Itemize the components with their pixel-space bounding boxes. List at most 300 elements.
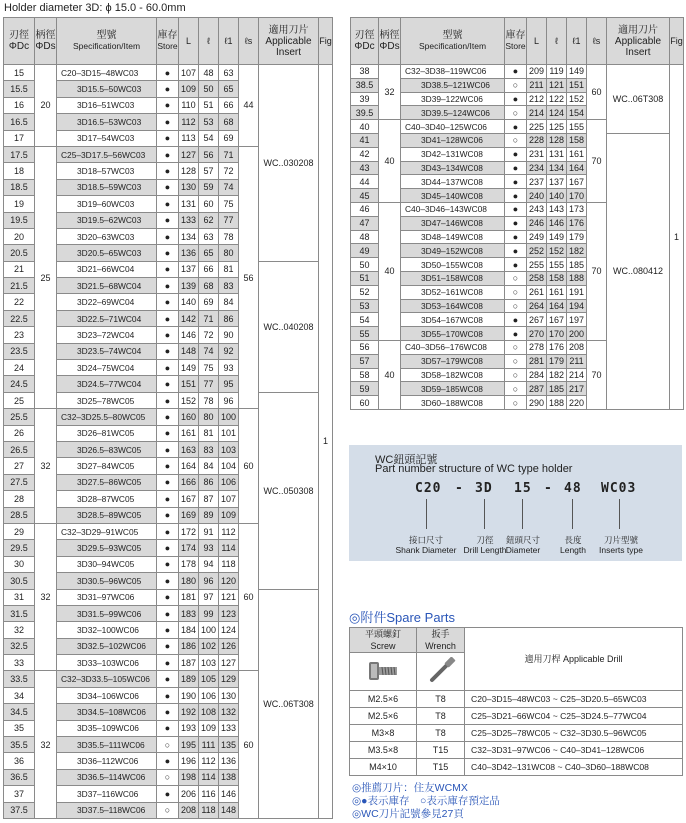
L-cell: 246 <box>527 216 547 230</box>
L-cell: 189 <box>179 671 199 687</box>
l-cell: 152 <box>547 244 567 258</box>
note-recommended-insert: ◎推薦刀片：住友WCMX <box>352 782 468 794</box>
dc-cell: 32 <box>4 622 35 638</box>
dc-cell: 19.5 <box>4 212 35 228</box>
dc-cell: 46 <box>351 202 379 216</box>
fig-cell: 1 <box>319 65 333 819</box>
L-cell: 196 <box>179 753 199 769</box>
dc-cell: 26.5 <box>4 441 35 457</box>
dc-cell: 24.5 <box>4 376 35 392</box>
l-cell: 158 <box>547 271 567 285</box>
dc-cell: 39.5 <box>351 106 379 120</box>
l-cell: 93 <box>199 540 219 556</box>
dc-cell: 40 <box>351 120 379 134</box>
l-cell: 78 <box>199 392 219 408</box>
dc-cell: 36.5 <box>4 769 35 785</box>
l-cell: 71 <box>199 310 219 326</box>
dc-cell: 38 <box>351 65 379 79</box>
screw-cell: M2.5×6 <box>350 691 417 708</box>
stock-status: ● <box>505 202 527 216</box>
stock-status: ● <box>157 278 179 294</box>
drill-cell: C32–3D31–97WC06 ~ C40–3D41–128WC06 <box>465 742 683 759</box>
wc-code-shank: C20 <box>415 481 442 496</box>
L-cell: 183 <box>179 605 199 621</box>
dc-cell: 31 <box>4 589 35 605</box>
stock-status: ○ <box>505 299 527 313</box>
L-cell: 290 <box>527 396 547 410</box>
L-cell: 270 <box>527 327 547 341</box>
l1-cell: 135 <box>219 737 239 753</box>
l1-cell: 92 <box>219 343 239 359</box>
l-cell: 114 <box>199 769 219 785</box>
header-store: 庫存 Store <box>157 18 179 65</box>
model-cell: 3D21–66WC04 <box>57 261 157 277</box>
model-cell: 3D36–112WC06 <box>57 753 157 769</box>
dc-cell: 30.5 <box>4 573 35 589</box>
L-cell: 243 <box>527 202 547 216</box>
dc-cell: 35.5 <box>4 737 35 753</box>
model-cell: 3D53–164WC08 <box>401 299 505 313</box>
ds-cell: 40 <box>379 340 401 409</box>
dc-cell: 24 <box>4 360 35 376</box>
l1-cell: 133 <box>219 720 239 736</box>
l-cell: 128 <box>547 133 567 147</box>
l1-cell: 90 <box>219 327 239 343</box>
dc-cell: 48 <box>351 230 379 244</box>
l-cell: 80 <box>199 409 219 425</box>
l-cell: 72 <box>199 327 219 343</box>
model-cell: 3D22.5–71WC04 <box>57 310 157 326</box>
notes <box>352 782 500 821</box>
L-cell: 174 <box>179 540 199 556</box>
stock-status: ● <box>157 212 179 228</box>
model-cell: C40–3D56–176WC08 <box>401 340 505 354</box>
l-cell: 96 <box>199 573 219 589</box>
l1-cell: 106 <box>219 474 239 490</box>
header-ls: ℓs <box>239 18 259 65</box>
table-row <box>351 133 684 147</box>
L-cell: 127 <box>179 146 199 162</box>
l1-cell: 65 <box>219 81 239 97</box>
l1-cell: 220 <box>567 396 587 410</box>
dc-cell: 60 <box>351 396 379 410</box>
l-cell: 176 <box>547 340 567 354</box>
l-cell: 63 <box>199 228 219 244</box>
l-cell: 137 <box>547 175 567 189</box>
stock-status: ○ <box>505 133 527 147</box>
model-cell: 3D21.5–68WC04 <box>57 278 157 294</box>
L-cell: 211 <box>527 78 547 92</box>
model-cell: 3D41–128WC06 <box>401 133 505 147</box>
L-cell: 109 <box>179 81 199 97</box>
screw-cell: M3×8 <box>350 725 417 742</box>
L-cell: 133 <box>179 212 199 228</box>
L-cell: 134 <box>179 228 199 244</box>
l1-cell: 112 <box>219 523 239 539</box>
insert-cell: WC..030208 <box>259 65 319 262</box>
stock-status: ● <box>505 147 527 161</box>
note-insert-reference: ◎WC刀片記號參見27頁 <box>352 808 464 820</box>
dc-cell: 33.5 <box>4 671 35 687</box>
l-cell: 48 <box>199 65 219 81</box>
l1-cell: 164 <box>567 161 587 175</box>
fig-cell: 1 <box>670 65 684 410</box>
header-fig: Fig <box>319 18 333 65</box>
dc-cell: 33 <box>4 655 35 671</box>
model-cell: 3D55–170WC08 <box>401 327 505 341</box>
table-row <box>351 65 684 79</box>
dc-cell: 17.5 <box>4 146 35 162</box>
spare-header-drill: 適用刀桿 Applicable Drill <box>465 628 683 691</box>
header-fig: Fig <box>670 18 684 65</box>
header-insert: 適用刀片 Applicable Insert <box>259 18 319 65</box>
l-cell: 119 <box>547 65 567 79</box>
l1-cell: 66 <box>219 97 239 113</box>
model-cell: 3D27–84WC05 <box>57 458 157 474</box>
ls-cell: 70 <box>587 202 607 340</box>
ds-cell: 20 <box>35 65 57 147</box>
model-cell: 3D47–146WC08 <box>401 216 505 230</box>
note-stock-legend: ◎●表示庫存 ○表示庫存預定品 <box>352 795 500 807</box>
stock-status: ○ <box>505 285 527 299</box>
l1-cell: 78 <box>219 228 239 244</box>
drill-cell: C40–3D42–131WC08 ~ C40–3D60–188WC08 <box>465 759 683 776</box>
l-cell: 50 <box>199 81 219 97</box>
wrench-cell: T15 <box>417 742 465 759</box>
insert-cell: WC..050308 <box>259 392 319 589</box>
stock-status: ○ <box>505 271 527 285</box>
stock-status: ● <box>157 786 179 802</box>
model-cell: 3D25–78WC05 <box>57 392 157 408</box>
insert-cell: WC..06T308 <box>607 65 670 134</box>
l1-cell: 95 <box>219 376 239 392</box>
model-cell: 3D19.5–62WC03 <box>57 212 157 228</box>
l1-cell: 130 <box>219 687 239 703</box>
L-cell: 151 <box>179 376 199 392</box>
L-cell: 193 <box>179 720 199 736</box>
model-cell: 3D18.5–59WC03 <box>57 179 157 195</box>
model-cell: 3D35.5–111WC06 <box>57 737 157 753</box>
L-cell: 169 <box>179 507 199 523</box>
l1-cell: 179 <box>567 230 587 244</box>
stock-status: ● <box>157 294 179 310</box>
L-cell: 195 <box>179 737 199 753</box>
model-cell: 3D30–94WC05 <box>57 556 157 572</box>
wc-part-number-structure <box>349 445 682 561</box>
l1-cell: 182 <box>567 244 587 258</box>
model-cell: 3D39–122WC06 <box>401 92 505 106</box>
model-cell: 3D38.5–121WC06 <box>401 78 505 92</box>
header-model: 型號 Specification/Item <box>57 18 157 65</box>
model-cell: 3D28.5–89WC05 <box>57 507 157 523</box>
stock-status: ● <box>505 65 527 79</box>
spare-parts-table <box>349 627 683 776</box>
model-cell: 3D16.5–53WC03 <box>57 114 157 130</box>
L-cell: 192 <box>179 704 199 720</box>
dc-cell: 18.5 <box>4 179 35 195</box>
l1-cell: 75 <box>219 196 239 212</box>
dc-cell: 55 <box>351 327 379 341</box>
l-cell: 149 <box>547 230 567 244</box>
L-cell: 214 <box>527 106 547 120</box>
dc-cell: 28 <box>4 491 35 507</box>
model-cell: 3D26.5–83WC05 <box>57 441 157 457</box>
l-cell: 185 <box>547 382 567 396</box>
l-cell: 102 <box>199 638 219 654</box>
l1-cell: 161 <box>567 147 587 161</box>
stock-status: ● <box>157 360 179 376</box>
l-cell: 83 <box>199 441 219 457</box>
l1-cell: 118 <box>219 556 239 572</box>
l-cell: 118 <box>199 802 219 818</box>
dc-cell: 20 <box>4 228 35 244</box>
l-cell: 65 <box>199 245 219 261</box>
l1-cell: 69 <box>219 130 239 146</box>
spare-header-row <box>350 628 683 653</box>
l-cell: 108 <box>199 704 219 720</box>
stock-status: ○ <box>505 396 527 410</box>
stock-status: ● <box>157 720 179 736</box>
wc-label-diameter: 鈕頭尺寸 Diameter <box>505 535 541 555</box>
l1-cell: 103 <box>219 441 239 457</box>
stock-status: ● <box>157 507 179 523</box>
L-cell: 278 <box>527 340 547 354</box>
L-cell: 234 <box>527 161 547 175</box>
L-cell: 146 <box>179 327 199 343</box>
l-cell: 89 <box>199 507 219 523</box>
L-cell: 225 <box>527 120 547 134</box>
L-cell: 237 <box>527 175 547 189</box>
model-cell: 3D23–72WC04 <box>57 327 157 343</box>
l-cell: 182 <box>547 368 567 382</box>
header-l1: ℓ1 <box>219 18 239 65</box>
stock-status: ● <box>157 491 179 507</box>
model-cell: 3D37.5–118WC06 <box>57 802 157 818</box>
ds-cell: 32 <box>379 65 401 120</box>
model-cell: 3D33–103WC06 <box>57 655 157 671</box>
L-cell: 130 <box>179 179 199 195</box>
model-cell: C32–3D25.5–80WC05 <box>57 409 157 425</box>
l1-cell: 129 <box>219 671 239 687</box>
L-cell: 261 <box>527 285 547 299</box>
l1-cell: 127 <box>219 655 239 671</box>
stock-status: ○ <box>157 802 179 818</box>
L-cell: 110 <box>179 97 199 113</box>
L-cell: 164 <box>179 458 199 474</box>
l-cell: 111 <box>199 737 219 753</box>
stock-status: ○ <box>157 737 179 753</box>
l-cell: 121 <box>547 78 567 92</box>
model-cell: C20–3D15–48WC03 <box>57 65 157 81</box>
ds-cell: 32 <box>35 523 57 671</box>
stock-status: ● <box>157 523 179 539</box>
dc-cell: 50 <box>351 258 379 272</box>
dc-cell: 15 <box>4 65 35 81</box>
stock-status: ● <box>157 81 179 97</box>
stock-status: ● <box>157 589 179 605</box>
model-cell: 3D32–100WC06 <box>57 622 157 638</box>
dc-cell: 16 <box>4 97 35 113</box>
dc-cell: 21 <box>4 261 35 277</box>
wc-label-shank: 接口尺寸 Shank Diameter <box>395 535 457 555</box>
dc-cell: 51 <box>351 271 379 285</box>
dc-cell: 39 <box>351 92 379 106</box>
l1-cell: 217 <box>567 382 587 396</box>
dc-cell: 25.5 <box>4 409 35 425</box>
wrench-icon <box>423 657 459 685</box>
insert-cell: WC..06T308 <box>259 589 319 818</box>
l-cell: 140 <box>547 189 567 203</box>
l1-cell: 124 <box>219 622 239 638</box>
l1-cell: 158 <box>567 133 587 147</box>
stock-status: ● <box>505 216 527 230</box>
dc-cell: 58 <box>351 368 379 382</box>
dc-cell: 36 <box>4 753 35 769</box>
dc-cell: 47 <box>351 216 379 230</box>
header-l1: ℓ1 <box>567 18 587 65</box>
stock-status: ● <box>157 376 179 392</box>
model-cell: 3D22–69WC04 <box>57 294 157 310</box>
screw-cell: M3.5×8 <box>350 742 417 759</box>
L-cell: 142 <box>179 310 199 326</box>
dc-cell: 23.5 <box>4 343 35 359</box>
header-insert: 適用刀片 Applicable Insert <box>607 18 670 65</box>
l1-cell: 123 <box>219 605 239 621</box>
L-cell: 166 <box>179 474 199 490</box>
wc-code-dash: - <box>544 481 553 496</box>
dc-cell: 44 <box>351 175 379 189</box>
model-cell: C32–3D38–119WC06 <box>401 65 505 79</box>
dc-cell: 17 <box>4 130 35 146</box>
l1-cell: 208 <box>567 340 587 354</box>
l1-cell: 132 <box>219 704 239 720</box>
dc-cell: 32.5 <box>4 638 35 654</box>
stock-status: ● <box>157 130 179 146</box>
l-cell: 59 <box>199 179 219 195</box>
header-ds: 柄徑 ΦDs <box>35 18 57 65</box>
l-cell: 134 <box>547 161 567 175</box>
model-cell: 3D26–81WC05 <box>57 425 157 441</box>
model-cell: 3D20–63WC03 <box>57 228 157 244</box>
screw-cell: M4×10 <box>350 759 417 776</box>
model-cell: C25–3D17.5–56WC03 <box>57 146 157 162</box>
model-cell: 3D27.5–86WC05 <box>57 474 157 490</box>
spare-row <box>350 725 683 742</box>
spare-row <box>350 742 683 759</box>
l1-cell: 138 <box>219 769 239 785</box>
dc-cell: 53 <box>351 299 379 313</box>
dc-cell: 57 <box>351 354 379 368</box>
L-cell: 255 <box>527 258 547 272</box>
wc-label-drill-length: 刀徑 Drill Length <box>463 535 507 555</box>
l1-cell: 211 <box>567 354 587 368</box>
model-cell: 3D43–134WC08 <box>401 161 505 175</box>
header-l: ℓ <box>199 18 219 65</box>
ls-cell: 60 <box>239 523 259 671</box>
L-cell: 252 <box>527 244 547 258</box>
l1-cell: 148 <box>219 802 239 818</box>
dc-cell: 29 <box>4 523 35 539</box>
dc-cell: 31.5 <box>4 605 35 621</box>
l1-cell: 109 <box>219 507 239 523</box>
l1-cell: 86 <box>219 310 239 326</box>
model-cell: C40–3D46–143WC08 <box>401 202 505 216</box>
l-cell: 164 <box>547 299 567 313</box>
l-cell: 125 <box>547 120 567 134</box>
dc-cell: 59 <box>351 382 379 396</box>
model-cell: 3D37–116WC06 <box>57 786 157 802</box>
L-cell: 113 <box>179 130 199 146</box>
L-cell: 249 <box>527 230 547 244</box>
stock-status: ● <box>157 179 179 195</box>
model-cell: 3D31.5–99WC06 <box>57 605 157 621</box>
dc-cell: 37 <box>4 786 35 802</box>
model-cell: 3D39.5–124WC06 <box>401 106 505 120</box>
model-cell: 3D24.5–77WC04 <box>57 376 157 392</box>
drill-cell: C25–3D21–66WC04 ~ C25–3D24.5–77WC04 <box>465 708 683 725</box>
l-cell: 54 <box>199 130 219 146</box>
L-cell: 172 <box>179 523 199 539</box>
l1-cell: 152 <box>567 92 587 106</box>
stock-status: ● <box>505 120 527 134</box>
spare-row <box>350 691 683 708</box>
L-cell: 181 <box>179 589 199 605</box>
L-cell: 281 <box>527 354 547 368</box>
stock-status: ● <box>157 343 179 359</box>
spare-header-screw: 平頭螺釘 Screw <box>350 628 417 653</box>
L-cell: 198 <box>179 769 199 785</box>
dc-cell: 43 <box>351 161 379 175</box>
l1-cell: 136 <box>219 753 239 769</box>
l1-cell: 77 <box>219 212 239 228</box>
left-spec-table <box>3 17 333 819</box>
stock-status: ● <box>157 458 179 474</box>
ls-cell: 70 <box>587 340 607 409</box>
header-dc: 刃徑 ΦDc <box>4 18 35 65</box>
stock-status: ● <box>157 605 179 621</box>
dc-cell: 35 <box>4 720 35 736</box>
dc-cell: 16.5 <box>4 114 35 130</box>
L-cell: 139 <box>179 278 199 294</box>
l-cell: 66 <box>199 261 219 277</box>
stock-status: ● <box>505 175 527 189</box>
stock-status: ● <box>505 258 527 272</box>
l1-cell: 167 <box>567 175 587 189</box>
drill-cell: C20–3D15–48WC03 ~ C25–3D20.5–65WC03 <box>465 691 683 708</box>
dc-cell: 52 <box>351 285 379 299</box>
l1-cell: 149 <box>567 65 587 79</box>
stock-status: ● <box>157 671 179 687</box>
stock-status: ● <box>157 392 179 408</box>
l1-cell: 68 <box>219 114 239 130</box>
l-cell: 91 <box>199 523 219 539</box>
l1-cell: 120 <box>219 573 239 589</box>
l-cell: 161 <box>547 285 567 299</box>
l-cell: 60 <box>199 196 219 212</box>
dc-cell: 22 <box>4 294 35 310</box>
model-cell: 3D51–158WC08 <box>401 271 505 285</box>
l1-cell: 101 <box>219 425 239 441</box>
L-cell: 160 <box>179 409 199 425</box>
stock-status: ○ <box>505 78 527 92</box>
L-cell: 190 <box>179 687 199 703</box>
l-cell: 94 <box>199 556 219 572</box>
l1-cell: 185 <box>567 258 587 272</box>
l1-cell: 104 <box>219 458 239 474</box>
dc-cell: 19 <box>4 196 35 212</box>
stock-status: ● <box>157 310 179 326</box>
wc-code-diameter: 15 <box>514 481 532 496</box>
